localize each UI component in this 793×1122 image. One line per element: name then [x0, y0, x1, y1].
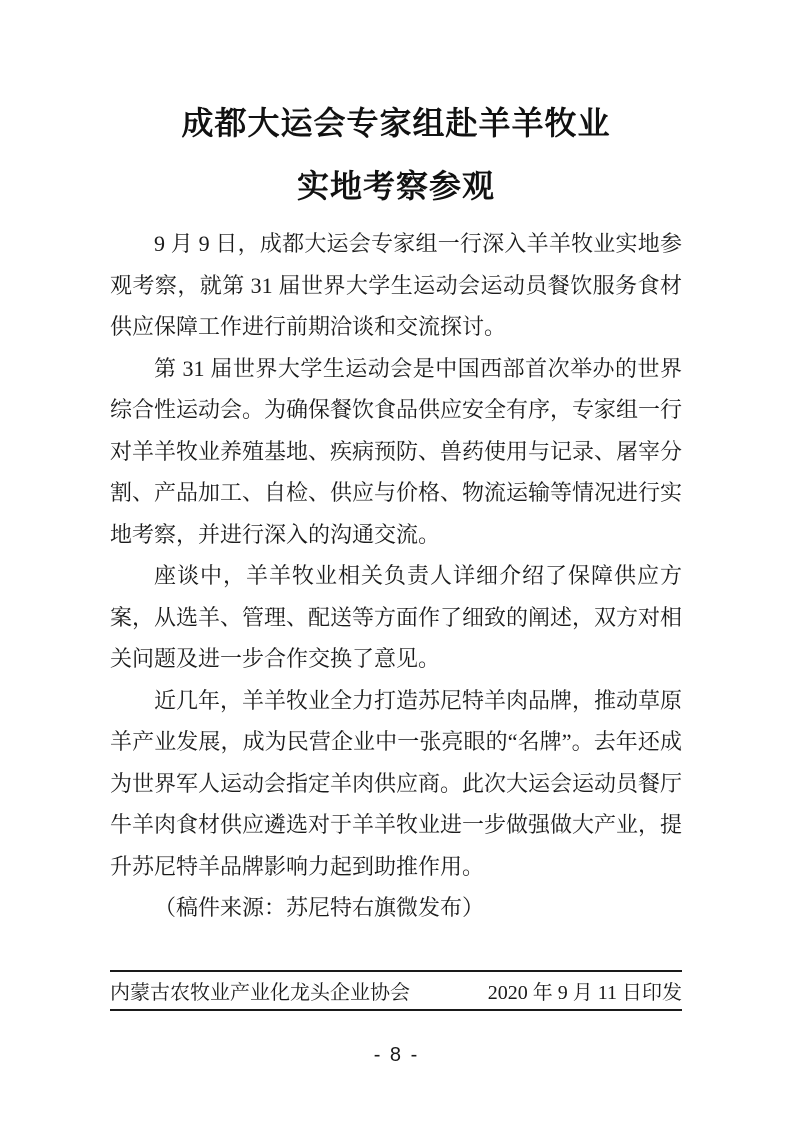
body-paragraph-4: 近几年，羊羊牧业全力打造苏尼特羊肉品牌，推动草原羊产业发展，成为民营企业中一张亮眼的“名牌”。去年还成为世界军人运动会指定羊肉供应商。此次大运会运动员餐厅牛羊肉食材供应遴选对于羊羊牧业进一步做强做大产业，提升苏尼特羊品牌影响力起到助推作用。 [110, 687, 683, 879]
document-body [110, 223, 682, 929]
body-paragraph-2: 第 31 届世界大学生运动会是中国西部首次举办的世界综合性运动会。为确保餐饮食品供应安全有序，专家组一行对羊羊牧业养殖基地、疾病预防、兽药使用与记录、屠宰分割、产品加工、自检、供应与价格、物流运输等情况进行实地考察，并进行深入的沟通交流。 [110, 355, 683, 547]
document-title [110, 92, 682, 218]
footer-issuer: 内蒙古农牧业产业化龙头企业协会 [110, 982, 410, 1004]
document-title-line1: 成都大运会专家组赴羊羊牧业 [181, 105, 611, 141]
footer-print-date: 2020 年 9 月 11 日印发 [487, 982, 682, 1004]
document-title-line2: 实地考察参观 [296, 168, 495, 204]
body-paragraph-1: 9 月 9 日，成都大运会专家组一行深入羊羊牧业实地参观考察，就第 31 届世界大学生运动会运动员餐饮服务食材供应保障工作进行前期洽谈和交流探讨。 [110, 231, 682, 339]
source-attribution: （稿件来源：苏尼特右旗微发布） [154, 895, 485, 920]
page-number: - 8 - [373, 1044, 420, 1066]
document-content [110, 0, 682, 929]
footer-band [110, 970, 682, 1011]
body-paragraph-3: 座谈中，羊羊牧业相关负责人详细介绍了保障供应方案，从选羊、管理、配送等方面作了细致的阐述，双方对相关问题及进一步合作交换了意见。 [110, 563, 683, 671]
